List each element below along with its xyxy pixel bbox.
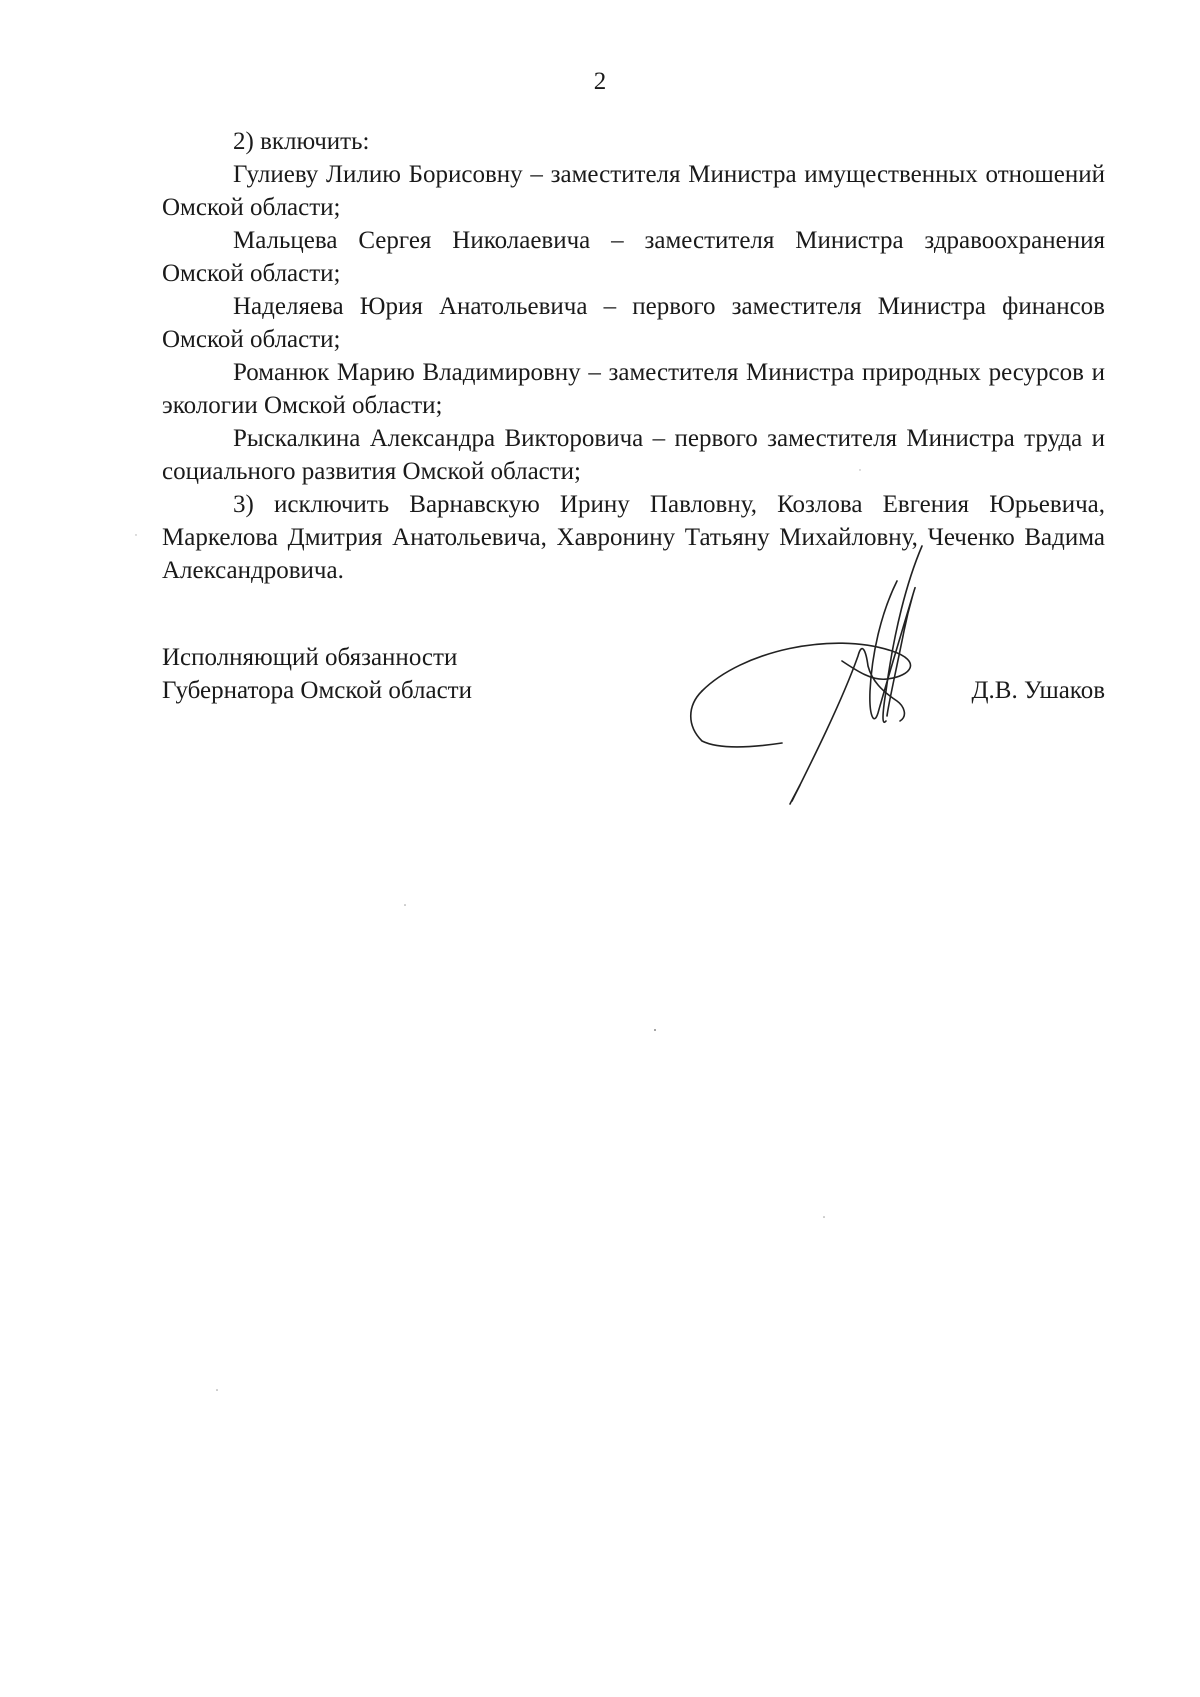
paragraph-include-heading: 2) включить: [233, 128, 370, 155]
paragraph-ryskalkin: Рыскалкина Александра Викторовича – первого заместителя Министра труда и социального развития Омской области; [162, 425, 1105, 485]
handwritten-signature-icon [682, 541, 1002, 871]
document-body [162, 125, 1105, 587]
paragraph-nadelyaev: Наделяева Юрия Анатольевича – первого заместителя Министра финансов Омской области; [162, 293, 1105, 353]
signatory-name: Д.В. Ушаков [971, 677, 1105, 704]
page-number: 2 [593, 68, 607, 95]
paragraph-romanyuk: Романюк Марию Владимировну – заместителя Министра природных ресурсов и экологии Омской области; [162, 359, 1105, 419]
signatory-title-line2: Губернатора Омской области [162, 677, 472, 704]
signature-block [162, 641, 1105, 801]
paragraph-maltsev: Мальцева Сергея Николаевича – заместителя Министра здравоохранения Омской области; [162, 227, 1105, 287]
paragraph-exclude: 3) исключить Варнавскую Ирину Павловну, Козлова Евгения Юрьевича, Маркелова Дмитрия Анатольевича, Хавронину Татьяну Михайловну, Чеченко Вадима Александровича. [162, 491, 1105, 584]
signatory-title [162, 641, 472, 707]
signatory-title-line1: Исполняющий обязанности [162, 644, 458, 671]
paragraph-gulieva: Гулиеву Лилию Борисовну – заместителя Министра имущественных отношений Омской области; [162, 161, 1105, 221]
